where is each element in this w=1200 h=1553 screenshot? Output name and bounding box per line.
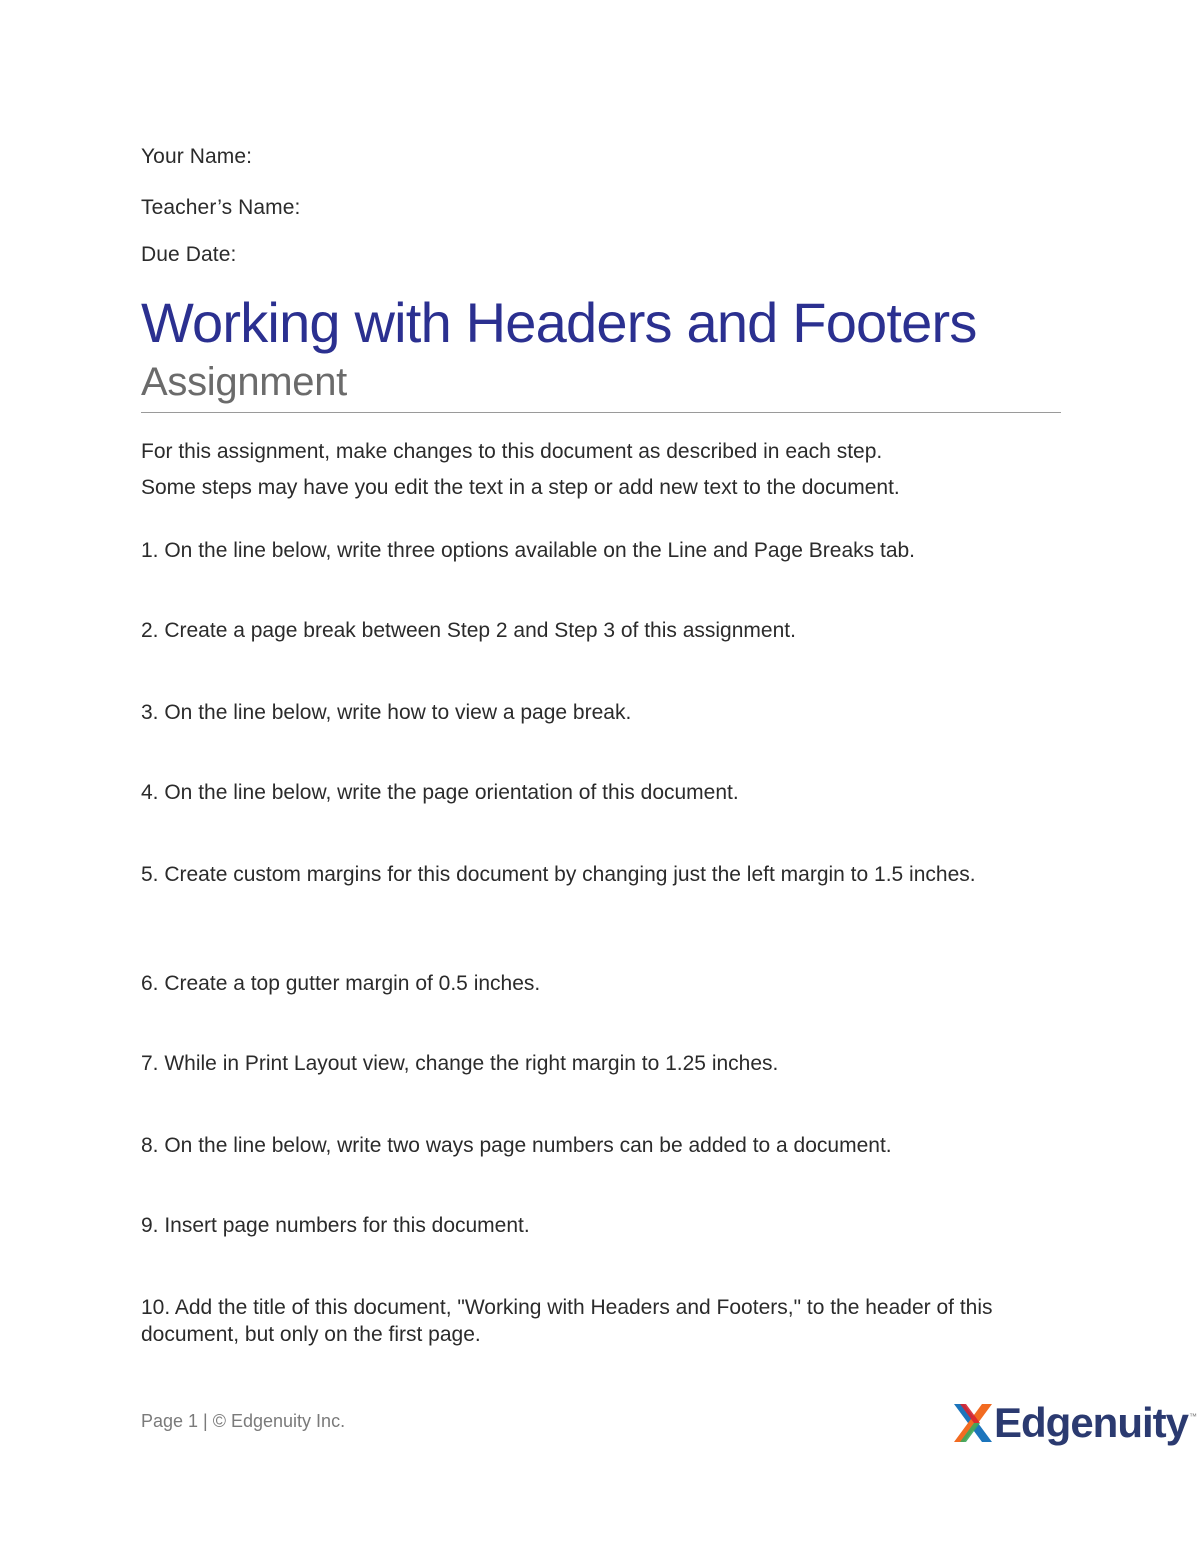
- step-9: 9. Insert page numbers for this document.: [141, 1214, 530, 1237]
- step-2: 2. Create a page break between Step 2 and Step 3 of this assignment.: [141, 619, 796, 642]
- intro-line-1: For this assignment, make changes to this document as described in each step.: [141, 440, 883, 463]
- step-3: 3. On the line below, write how to view a page break.: [141, 701, 632, 724]
- edgenuity-logo: [950, 1398, 1197, 1448]
- your-name-label: Your Name:: [141, 145, 253, 168]
- title-divider: [141, 412, 1061, 413]
- teacher-name-label: Teacher’s Name:: [141, 196, 301, 219]
- intro-line-2: Some steps may have you edit the text in a step or add new text to the document.: [141, 476, 900, 499]
- logo-trademark: ™: [1189, 1412, 1198, 1421]
- document-title: Working with Headers and Footers: [141, 291, 977, 354]
- step-7: 7. While in Print Layout view, change the right margin to 1.25 inches.: [141, 1052, 779, 1075]
- document-subtitle: Assignment: [141, 360, 347, 404]
- step-5: 5. Create custom margins for this document by changing just the left margin to 1.5 inches.: [141, 863, 976, 886]
- step-4: 4. On the line below, write the page orientation of this document.: [141, 781, 739, 804]
- step-8: 8. On the line below, write two ways page numbers can be added to a document.: [141, 1134, 892, 1157]
- due-date-label: Due Date:: [141, 243, 237, 266]
- edgenuity-x-icon: [950, 1400, 996, 1446]
- step-1: 1. On the line below, write three options available on the Line and Page Breaks tab.: [141, 539, 916, 562]
- logo-wordmark: Edgenuity: [994, 1399, 1189, 1446]
- step-6: 6. Create a top gutter margin of 0.5 inches.: [141, 972, 541, 995]
- step-10: 10. Add the title of this document, "Working with Headers and Footers," to the header of this document, but only on the first page.: [141, 1296, 993, 1346]
- footer-page-number: Page 1 | © Edgenuity Inc.: [141, 1411, 346, 1431]
